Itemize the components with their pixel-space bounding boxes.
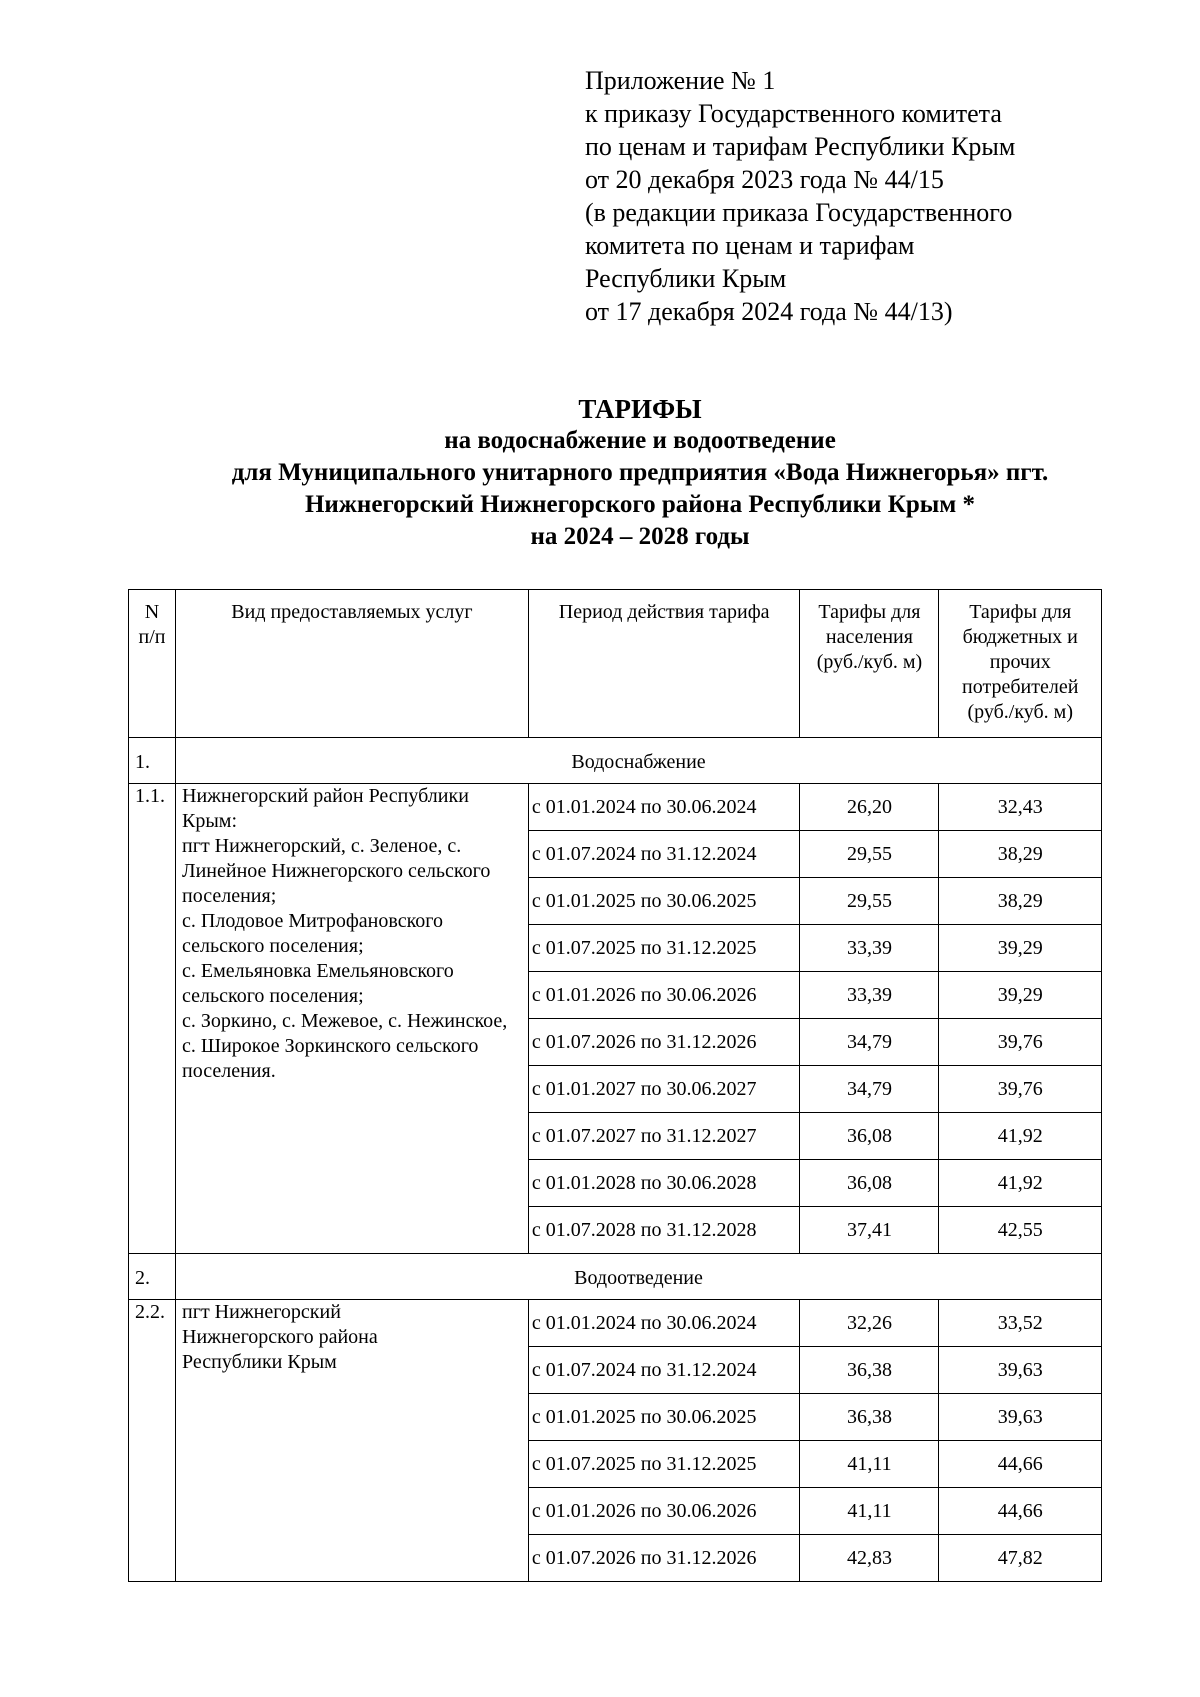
- title-line: на 2024 – 2028 годы: [530, 523, 750, 550]
- header-num: N п/п: [129, 590, 176, 738]
- tariff-population: 36,08: [800, 1160, 939, 1207]
- section-row: [129, 738, 1102, 784]
- item-service: [176, 784, 529, 1254]
- tariff-population: 34,79: [800, 1066, 939, 1113]
- tariff-budget: 44,66: [939, 1441, 1102, 1488]
- section-name: Водоотведение: [176, 1254, 1102, 1300]
- tariff-population: 36,38: [800, 1394, 939, 1441]
- tariff-period: с 01.01.2024 по 30.06.2024: [528, 784, 800, 831]
- tariff-budget: 39,29: [939, 972, 1102, 1019]
- tariff-budget: 38,29: [939, 831, 1102, 878]
- table-row: [129, 1300, 1102, 1347]
- item-service: [176, 1300, 529, 1582]
- tariff-period: с 01.07.2026 по 31.12.2026: [528, 1019, 800, 1066]
- tariff-table: [128, 589, 1102, 1582]
- tariff-period: с 01.01.2028 по 30.06.2028: [528, 1160, 800, 1207]
- section-row: [129, 1254, 1102, 1300]
- tariff-budget: 39,76: [939, 1066, 1102, 1113]
- tariff-population: 36,38: [800, 1347, 939, 1394]
- tariff-population: 33,39: [800, 972, 939, 1019]
- tariff-period: с 01.01.2026 по 30.06.2026: [528, 972, 800, 1019]
- appendix-line: от 17 декабря 2024 года № 44/13): [585, 297, 953, 326]
- title-line: для Муниципального унитарного предприятия «Вода Нижнегорья» пгт.: [231, 459, 1049, 486]
- item-service-text: пгт Нижнегорский Нижнегорского района Республики Крым: [182, 1301, 378, 1373]
- appendix-line: Республики Крым: [585, 264, 787, 293]
- appendix-line: к приказу Государственного комитета: [585, 99, 1002, 128]
- table-row: [129, 784, 1102, 831]
- tariff-budget: 47,82: [939, 1535, 1102, 1582]
- tariff-period: с 01.01.2026 по 30.06.2026: [528, 1488, 800, 1535]
- tariff-population: 29,55: [800, 878, 939, 925]
- tariff-period: с 01.01.2025 по 30.06.2025: [528, 878, 800, 925]
- tariff-budget: 38,29: [939, 878, 1102, 925]
- title-line: на водоснабжение и водоотведение: [444, 427, 836, 454]
- header-service: Вид предоставляемых услуг: [176, 590, 529, 738]
- section-name: Водоснабжение: [176, 738, 1102, 784]
- appendix-line: комитета по ценам и тарифам: [585, 231, 915, 260]
- header-period: Период действия тарифа: [528, 590, 800, 738]
- tariff-population: 34,79: [800, 1019, 939, 1066]
- tariff-period: с 01.07.2026 по 31.12.2026: [528, 1535, 800, 1582]
- tariff-period: с 01.07.2027 по 31.12.2027: [528, 1113, 800, 1160]
- tariff-population: 33,39: [800, 925, 939, 972]
- tariff-period: с 01.07.2024 по 31.12.2024: [528, 831, 800, 878]
- header-budget: Тарифы для бюджетных и прочих потребителей (руб./куб. м): [939, 590, 1102, 738]
- appendix-line: от 20 декабря 2023 года № 44/15: [585, 165, 944, 194]
- tariff-budget: 44,66: [939, 1488, 1102, 1535]
- tariff-budget: 41,92: [939, 1160, 1102, 1207]
- section-num: 1.: [129, 738, 176, 784]
- item-service-text: Нижнегорский район Республики Крым: пгт Нижнегорский, с. Зеленое, с. Линейное Нижнегорского сельского поселения; с. Плодовое Митрофановского сельского поселения; с. Емельяновка Емельяновского сельского поселения; с. Зоркино, с. Межевое, с. Нежинское, с. Широкое Зоркинского сельского поселения.: [182, 785, 508, 1082]
- tariff-budget: 39,63: [939, 1347, 1102, 1394]
- document-title: [0, 393, 1200, 553]
- tariff-period: с 01.01.2024 по 30.06.2024: [528, 1300, 800, 1347]
- appendix-header: [585, 64, 1015, 328]
- tariff-population: 37,41: [800, 1207, 939, 1254]
- tariff-period: с 01.07.2025 по 31.12.2025: [528, 1441, 800, 1488]
- title-line: Нижнегорский Нижнегорского района Республики Крым *: [304, 491, 976, 518]
- title-main: ТАРИФЫ: [578, 394, 702, 424]
- tariff-period: с 01.01.2027 по 30.06.2027: [528, 1066, 800, 1113]
- tariff-population: 32,26: [800, 1300, 939, 1347]
- tariff-table-body: [129, 590, 1102, 1582]
- item-num: 2.2.: [129, 1300, 176, 1582]
- tariff-period: с 01.01.2025 по 30.06.2025: [528, 1394, 800, 1441]
- tariff-budget: 32,43: [939, 784, 1102, 831]
- tariff-budget: 39,63: [939, 1394, 1102, 1441]
- tariff-period: с 01.07.2028 по 31.12.2028: [528, 1207, 800, 1254]
- appendix-line: по ценам и тарифам Республики Крым: [585, 132, 1016, 161]
- appendix-line: Приложение № 1: [585, 66, 776, 95]
- table-header-row: [129, 590, 1102, 738]
- tariff-population: 36,08: [800, 1113, 939, 1160]
- tariff-period: с 01.07.2025 по 31.12.2025: [528, 925, 800, 972]
- header-population: Тарифы для населения (руб./куб. м): [800, 590, 939, 738]
- tariff-budget: 33,52: [939, 1300, 1102, 1347]
- tariff-population: 41,11: [800, 1441, 939, 1488]
- tariff-budget: 39,29: [939, 925, 1102, 972]
- tariff-budget: 39,76: [939, 1019, 1102, 1066]
- tariff-population: 41,11: [800, 1488, 939, 1535]
- tariff-budget: 41,92: [939, 1113, 1102, 1160]
- item-num: 1.1.: [129, 784, 176, 1254]
- tariff-budget: 42,55: [939, 1207, 1102, 1254]
- tariff-period: с 01.07.2024 по 31.12.2024: [528, 1347, 800, 1394]
- section-num: 2.: [129, 1254, 176, 1300]
- appendix-line: (в редакции приказа Государственного: [585, 198, 1013, 227]
- tariff-population: 42,83: [800, 1535, 939, 1582]
- tariff-population: 29,55: [800, 831, 939, 878]
- tariff-population: 26,20: [800, 784, 939, 831]
